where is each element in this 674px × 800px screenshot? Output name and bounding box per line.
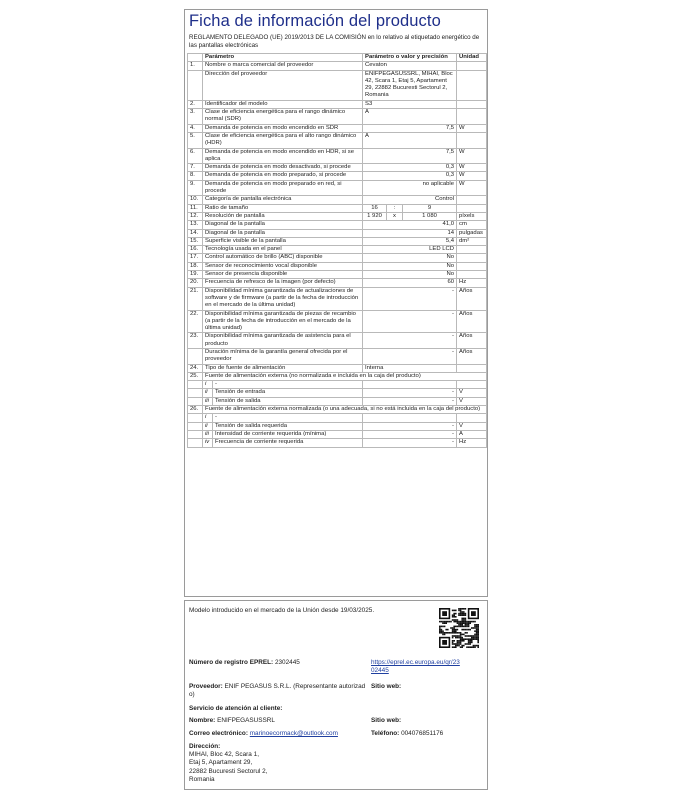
row-value: no aplicable xyxy=(363,180,457,196)
row-label: Tecnología usada en el panel xyxy=(203,246,363,254)
row-unit: cm xyxy=(457,221,487,229)
table-row xyxy=(188,271,487,279)
market-date-text: Modelo introducido en el mercado de la Unión desde 19/03/2025. xyxy=(189,607,375,614)
row-unit xyxy=(457,70,487,100)
phone-label: Teléfono: xyxy=(371,730,400,737)
row-number: 20. xyxy=(188,279,203,287)
table-subrow xyxy=(188,381,487,389)
table-row xyxy=(188,196,487,204)
header-value: Parámetro o valor y precisión xyxy=(363,54,457,62)
row-number xyxy=(188,70,203,100)
row-label: Sensor de presencia disponible xyxy=(203,271,363,279)
row-number xyxy=(188,389,203,397)
row-value: 41,0 xyxy=(363,221,457,229)
table-row xyxy=(188,254,487,262)
header-num xyxy=(188,54,203,62)
subrow-unit: V xyxy=(457,422,487,430)
address-line: MIHAI, Bloc 42, Scara 1, xyxy=(189,751,259,759)
row-label: Superficie visible de la pantalla xyxy=(203,237,363,245)
eprel-label: Número de registro EPREL: xyxy=(189,659,274,666)
table-row xyxy=(188,100,487,108)
row-label: Diagonal de la pantalla xyxy=(203,221,363,229)
table-row xyxy=(188,148,487,164)
row-unit: Años xyxy=(457,287,487,310)
subrow-unit: A xyxy=(457,430,487,438)
subrow-unit xyxy=(457,414,487,422)
table-row xyxy=(188,372,487,380)
subrow-value: - xyxy=(363,422,457,430)
row-label: Demanda de potencia en modo encendido en SDR xyxy=(203,124,363,132)
row-value: S3 xyxy=(363,100,457,108)
row-unit: W xyxy=(457,172,487,180)
row-value: 0,3 xyxy=(363,172,457,180)
row-unit xyxy=(457,204,487,212)
address-label: Dirección: xyxy=(189,743,221,750)
row-unit: pulgadas xyxy=(457,229,487,237)
row-unit xyxy=(457,364,487,372)
row-number: 16. xyxy=(188,246,203,254)
row-value: 0,3 xyxy=(363,164,457,172)
subrow-unit: V xyxy=(457,389,487,397)
table-subrow xyxy=(188,430,487,438)
row-value: 5,4 xyxy=(363,237,457,245)
row-value-a: 16 xyxy=(363,204,387,212)
table-row xyxy=(188,333,487,349)
row-label: Nombre o marca comercial del proveedor xyxy=(203,62,363,70)
email-link[interactable]: marinoecormack@outlook.com xyxy=(249,730,338,737)
row-number xyxy=(188,381,203,389)
subrow-value xyxy=(363,414,457,422)
name-label: Nombre: xyxy=(189,717,216,724)
qr-code[interactable] xyxy=(439,608,479,648)
row-label: Duración mínima de la garantía general ofrecida por el proveedor xyxy=(203,348,363,364)
table-row xyxy=(188,364,487,372)
row-label: Fuente de alimentación externa normalizada (o una adecuada, si no está incluida en la caja del producto) xyxy=(203,406,487,414)
row-label: Disponibilidad mínima garantizada de actualizaciones de software y de firmware (a partir de la fecha de introducción en el mercado de la última unidad) xyxy=(203,287,363,310)
row-unit xyxy=(457,254,487,262)
row-number: 26. xyxy=(188,406,203,414)
row-value-sep: x xyxy=(387,212,403,220)
table-row xyxy=(188,348,487,364)
subrow-label: - xyxy=(213,414,363,422)
eprel-link[interactable]: https://eprel.ec.europa.eu/qr/23 xyxy=(371,659,460,666)
row-label: Demanda de potencia en modo desactivado, si procede xyxy=(203,164,363,172)
table-row xyxy=(188,310,487,333)
table-row xyxy=(188,164,487,172)
subrow-value: - xyxy=(363,389,457,397)
row-label: Demanda de potencia en modo preparado, si procede xyxy=(203,172,363,180)
row-label: Fuente de alimentación externa (no normalizada e incluida en la caja del producto) xyxy=(203,372,487,380)
row-number: 21. xyxy=(188,287,203,310)
row-unit: Hz xyxy=(457,279,487,287)
table-row xyxy=(188,287,487,310)
row-number: 9. xyxy=(188,180,203,196)
row-number: 4. xyxy=(188,124,203,132)
row-value-a: 1 920 xyxy=(363,212,387,220)
eprel-number: 2302445 xyxy=(274,659,300,666)
table-subrow xyxy=(188,422,487,430)
supplier-value-cont: o) xyxy=(189,691,195,699)
phone-value: 004076851176 xyxy=(401,730,444,737)
table-subrow xyxy=(188,389,487,397)
subrow-value: - xyxy=(363,430,457,438)
row-label: Frecuencia de refresco de la imagen (por defecto) xyxy=(203,279,363,287)
subrow-value xyxy=(363,381,457,389)
address-line: Etaj 5, Apartament 29, xyxy=(189,759,253,767)
row-unit xyxy=(457,132,487,148)
row-unit: dm² xyxy=(457,237,487,245)
row-unit: W xyxy=(457,124,487,132)
row-unit: Años xyxy=(457,333,487,349)
address-line: Romania xyxy=(189,775,215,783)
row-number xyxy=(188,439,203,447)
table-row xyxy=(188,109,487,125)
address-line: 22882 Bucuresti Sectorul 2, xyxy=(189,767,268,775)
subrow-label: - xyxy=(213,381,363,389)
row-value: No xyxy=(363,262,457,270)
supplier-value: ENIF PEGASUS S.R.L. (Representante autorizad xyxy=(224,683,366,690)
row-value: ENIFPEGASUSSRL, MIHAI, Bloc 42, Scara 1, Etaj 5, Apartament 29, 22882 Bucuresti Sectorul 2, Romania xyxy=(363,70,457,100)
row-number: 11. xyxy=(188,204,203,212)
row-label: Clase de eficiencia energética para el alto rango dinámico (HDR) xyxy=(203,132,363,148)
row-label: Clase de eficiencia energética para el rango dinámico normal (SDR) xyxy=(203,109,363,125)
row-unit: píxels xyxy=(457,212,487,220)
row-number: 19. xyxy=(188,271,203,279)
row-number: 7. xyxy=(188,164,203,172)
row-label: Demanda de potencia en modo preparado en red, si procede xyxy=(203,180,363,196)
subrow-label: Tensión de salida requerida xyxy=(213,422,363,430)
row-number: 8. xyxy=(188,172,203,180)
table-header xyxy=(188,54,487,62)
row-number: 5. xyxy=(188,132,203,148)
row-label: Ratio de tamaño xyxy=(203,204,363,212)
table-row xyxy=(188,124,487,132)
row-label: Dirección del proveedor xyxy=(203,70,363,100)
row-value: 7,5 xyxy=(363,148,457,164)
row-value: Control xyxy=(363,196,457,204)
service-label: Servicio de atención al cliente: xyxy=(189,705,283,712)
website2-label: Sitio web: xyxy=(371,717,402,724)
page-title: Ficha de información del producto xyxy=(189,12,441,30)
table-subrow xyxy=(188,439,487,447)
product-info-sheet xyxy=(184,9,488,597)
table-row xyxy=(188,204,487,212)
row-number xyxy=(188,397,203,405)
table-subrow xyxy=(188,414,487,422)
row-unit: W xyxy=(457,164,487,172)
row-label: Disponibilidad mínima garantizada de asistencia para el producto xyxy=(203,333,363,349)
row-number: 23. xyxy=(188,333,203,349)
eprel-link-cont[interactable]: 02445 xyxy=(371,667,389,675)
subrow-unit xyxy=(457,381,487,389)
row-unit xyxy=(457,271,487,279)
row-value: Interna xyxy=(363,364,457,372)
table-subrow xyxy=(188,397,487,405)
row-value: 14 xyxy=(363,229,457,237)
table-row xyxy=(188,62,487,70)
row-number: 2. xyxy=(188,100,203,108)
row-value: LED LCD xyxy=(363,246,457,254)
table-row xyxy=(188,172,487,180)
row-unit xyxy=(457,246,487,254)
row-unit: Años xyxy=(457,310,487,333)
row-label: Sensor de reconocimiento vocal disponible xyxy=(203,262,363,270)
row-label: Disponibilidad mínima garantizada de piezas de recambio (a partir de la fecha de introducción en el mercado de la última unidad) xyxy=(203,310,363,333)
row-number: 25. xyxy=(188,372,203,380)
row-unit xyxy=(457,196,487,204)
row-label: Identificador del modelo xyxy=(203,100,363,108)
header-unit: Unidad xyxy=(457,54,487,62)
table-row xyxy=(188,212,487,220)
subrow-roman: ii xyxy=(203,422,213,430)
row-number: 3. xyxy=(188,109,203,125)
table-row xyxy=(188,70,487,100)
row-unit: W xyxy=(457,148,487,164)
row-value: Cevaton xyxy=(363,62,457,70)
row-unit xyxy=(457,262,487,270)
row-number xyxy=(188,348,203,364)
row-value-b: 9 xyxy=(403,204,457,212)
email-label: Correo electrónico: xyxy=(189,730,248,737)
table-row xyxy=(188,262,487,270)
row-number: 15. xyxy=(188,237,203,245)
row-number: 22. xyxy=(188,310,203,333)
row-number: 10. xyxy=(188,196,203,204)
row-unit xyxy=(457,62,487,70)
subrow-roman: iv xyxy=(203,439,213,447)
table-row xyxy=(188,237,487,245)
table-row xyxy=(188,132,487,148)
row-value: - xyxy=(363,333,457,349)
name-value: ENIFPEGASUSSRL xyxy=(217,717,275,724)
row-value-sep: : xyxy=(387,204,403,212)
row-number: 24. xyxy=(188,364,203,372)
table-row xyxy=(188,406,487,414)
subrow-label: Tensión de salida xyxy=(213,397,363,405)
header-param: Parámetro xyxy=(203,54,363,62)
website-label: Sitio web: xyxy=(371,683,402,690)
subrow-roman: i xyxy=(203,381,213,389)
row-number xyxy=(188,430,203,438)
subrow-label: Intensidad de corriente requerida (mínima) xyxy=(213,430,363,438)
row-label: Resolución de pantalla xyxy=(203,212,363,220)
subrow-value: - xyxy=(363,439,457,447)
subrow-roman: ii xyxy=(203,389,213,397)
row-value: A xyxy=(363,132,457,148)
row-value: 7,5 xyxy=(363,124,457,132)
subrow-unit: Hz xyxy=(457,439,487,447)
row-value: A xyxy=(363,109,457,125)
row-number: 12. xyxy=(188,212,203,220)
table-row xyxy=(188,221,487,229)
row-value: - xyxy=(363,310,457,333)
subrow-value: - xyxy=(363,397,457,405)
row-value: - xyxy=(363,348,457,364)
row-number: 6. xyxy=(188,148,203,164)
supplier-label: Proveedor: xyxy=(189,683,223,690)
row-number xyxy=(188,422,203,430)
row-number xyxy=(188,414,203,422)
row-label: Diagonal de la pantalla xyxy=(203,229,363,237)
table-row xyxy=(188,229,487,237)
row-value: 60 xyxy=(363,279,457,287)
subrow-unit: V xyxy=(457,397,487,405)
row-label: Categoría de pantalla electrónica xyxy=(203,196,363,204)
table-row xyxy=(188,279,487,287)
subrow-roman: iii xyxy=(203,397,213,405)
row-unit xyxy=(457,100,487,108)
row-unit: Años xyxy=(457,348,487,364)
row-value: - xyxy=(363,287,457,310)
row-number: 14. xyxy=(188,229,203,237)
row-value-b: 1 080 xyxy=(403,212,457,220)
subrow-label: Frecuencia de corriente requerida xyxy=(213,439,363,447)
row-label: Demanda de potencia en modo encendido en HDR, si se aplica xyxy=(203,148,363,164)
row-value: No xyxy=(363,254,457,262)
table-row xyxy=(188,180,487,196)
regulation-text: REGLAMENTO DELEGADO (UE) 2019/2013 DE LA COMISIÓN en lo relativo al etiquetado energético de las pantallas electrónicas xyxy=(189,34,480,50)
row-number: 13. xyxy=(188,221,203,229)
row-unit xyxy=(457,109,487,125)
row-unit: W xyxy=(457,180,487,196)
row-number: 18. xyxy=(188,262,203,270)
row-number: 17. xyxy=(188,254,203,262)
subrow-label: Tensión de entrada xyxy=(213,389,363,397)
parameters-table xyxy=(187,53,487,448)
row-label: Control automático de brillo (ABC) disponible xyxy=(203,254,363,262)
row-number: 1. xyxy=(188,62,203,70)
supplier-info-box xyxy=(184,600,488,790)
row-value: No xyxy=(363,271,457,279)
subrow-roman: i xyxy=(203,414,213,422)
row-label: Tipo de fuente de alimentación xyxy=(203,364,363,372)
table-row xyxy=(188,246,487,254)
subrow-roman: iii xyxy=(203,430,213,438)
